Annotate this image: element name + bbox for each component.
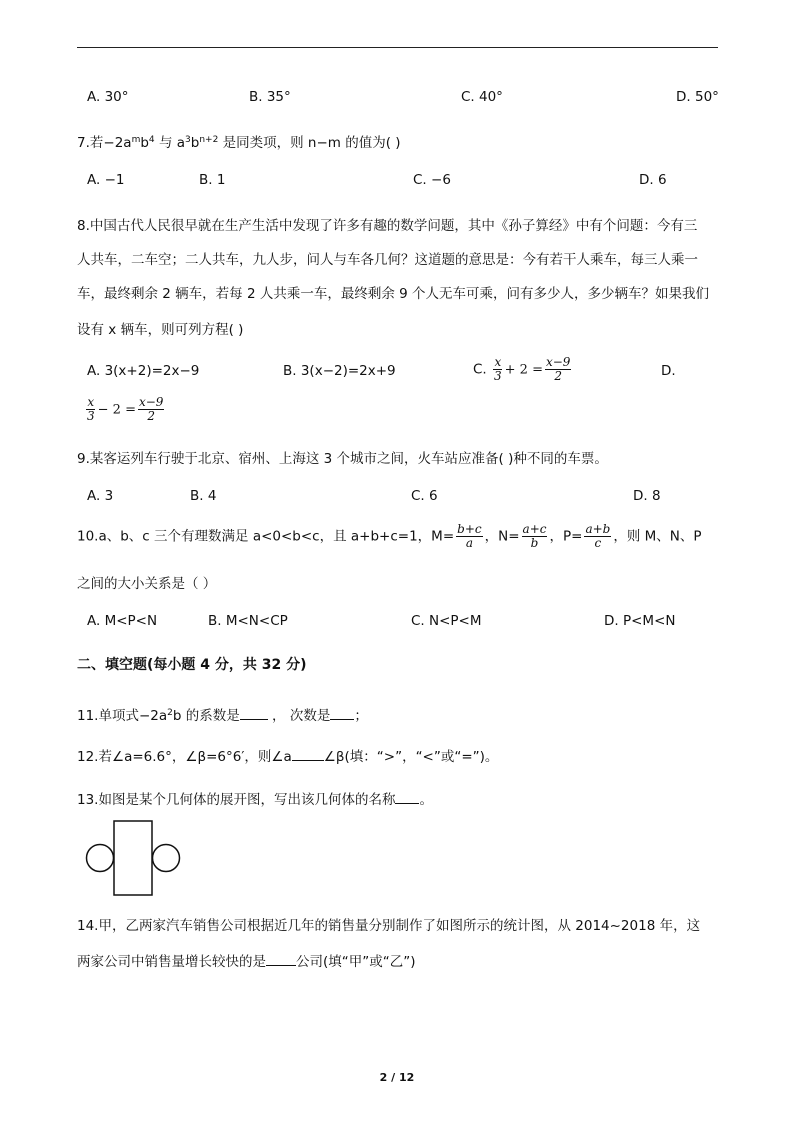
q11-blank-2[interactable] [330,707,354,720]
q12-blank[interactable] [292,748,324,761]
q8-d-fraction-2: $\frac{x-9}{2}$ [138,395,164,423]
q6-option-c: C. 40° [461,89,503,105]
q7-option-c: C. −6 [413,172,451,188]
q9-option-b: B. 4 [190,488,217,504]
q11-text: 11.单项式$-2a^2b$ 的系数是 ， 次数是 ； [77,708,368,724]
q6-option-b: B. 35° [249,89,291,105]
q10-fraction-p: $\frac{a+b}{c}$ [585,522,611,550]
q10-option-c: C. N<P<M [411,613,482,629]
q6-option-a: A. 30° [87,89,129,105]
cylinder-net-left-circle [87,845,114,872]
q9-option-d: D. 8 [633,488,661,504]
cylinder-net-rectangle [114,821,152,895]
q7-option-a: A. −1 [87,172,125,188]
q10-option-a: A. M<P<N [87,613,158,629]
q8-option-b: B. 3(x−2)=2x+9 [283,363,396,379]
q11-blank-1[interactable] [240,707,268,720]
q8-line-3: 车，最终剩余 2 辆车，若每 2 人共乘一车，最终剩余 9 个人无车可乘，问有多少人，多少辆车？如果我们 [77,286,710,302]
header-rule [77,47,718,48]
q8-option-a: A. 3(x+2)=2x−9 [87,363,200,379]
q10-line-2: 之间的大小关系是（ ） [77,576,217,592]
page-number: 2 / 12 [379,1071,415,1084]
q8-line-4: 设有 x 辆车，则可列方程( ) [77,322,244,338]
q6-option-d: D. 50° [676,89,719,105]
q13-blank[interactable] [395,791,419,804]
q10-option-d: D. P<M<N [604,613,676,629]
q14-line-2: 两家公司中销售量增长较快的是 公司(填“甲”或“乙”) [77,954,416,970]
q8-c-fraction-1: $\frac{x}{3}$ [494,355,502,383]
q10-fraction-m: $\frac{b+c}{a}$ [457,522,482,550]
q8-option-d: $\frac{x}{3}$ − 2 = $\frac{x-9}{2}$ [87,395,164,423]
q7-option-d: D. 6 [639,172,667,188]
q12-text: 12.若∠a=6.6°，∠β=6°6′，则∠a ∠β(填：“>”，“<”或“=”)。 [77,749,499,765]
cylinder-net-figure [84,818,184,898]
cylinder-net-right-circle [153,845,180,872]
q8-line-2: 人共车，二车空；二人共车，九人步，问人与车各几何？这道题的意思是：今有若干人乘车，每三人乘一 [77,252,698,268]
q7-text: 7.若$-2a^mb^4$ 与 $a^3b^{n+2}$ 是同类项，则 n−m 的值为( ) [77,135,401,151]
q9-option-a: A. 3 [87,488,114,504]
q10-text: 10.a、b、c 三个有理数满足 a<0<b<c，且 a+b+c=1，M= $\frac{b+c}{a}$ ，N= $\frac{a+c}{b}$ ，P= $\frac{a+b}{c}$ ，则 M、N、P [77,522,702,550]
q14-blank[interactable] [266,953,296,966]
q10-fraction-n: $\frac{a+c}{b}$ [522,522,547,550]
q8-option-c: C. $\frac{x}{3}$ + 2 = $\frac{x-9}{2}$ [473,355,571,383]
q8-d-fraction-1: $\frac{x}{3}$ [87,395,95,423]
q8-option-d-label: D. [661,363,676,379]
section-2-title: 二、填空题(每小题 4 分，共 32 分) [77,657,307,673]
q7-option-b: B. 1 [199,172,226,188]
q14-line-1: 14.甲，乙两家汽车销售公司根据近几年的销售量分别制作了如图所示的统计图，从 2014~2018 年，这 [77,918,701,934]
q10-option-b: B. M<N<CP [208,613,288,629]
q13-text: 13.如图是某个几何体的展开图，写出该几何体的名称 。 [77,792,433,808]
q8-line-1: 8.中国古代人民很早就在生产生活中发现了许多有趣的数学问题，其中《孙子算经》中有个问题：今有三 [77,218,698,234]
q9-option-c: C. 6 [411,488,438,504]
q9-text: 9.某客运列车行驶于北京、宿州、上海这 3 个城市之间，火车站应准备( )种不同的车票。 [77,451,608,467]
q8-c-fraction-2: $\frac{x-9}{2}$ [545,355,571,383]
